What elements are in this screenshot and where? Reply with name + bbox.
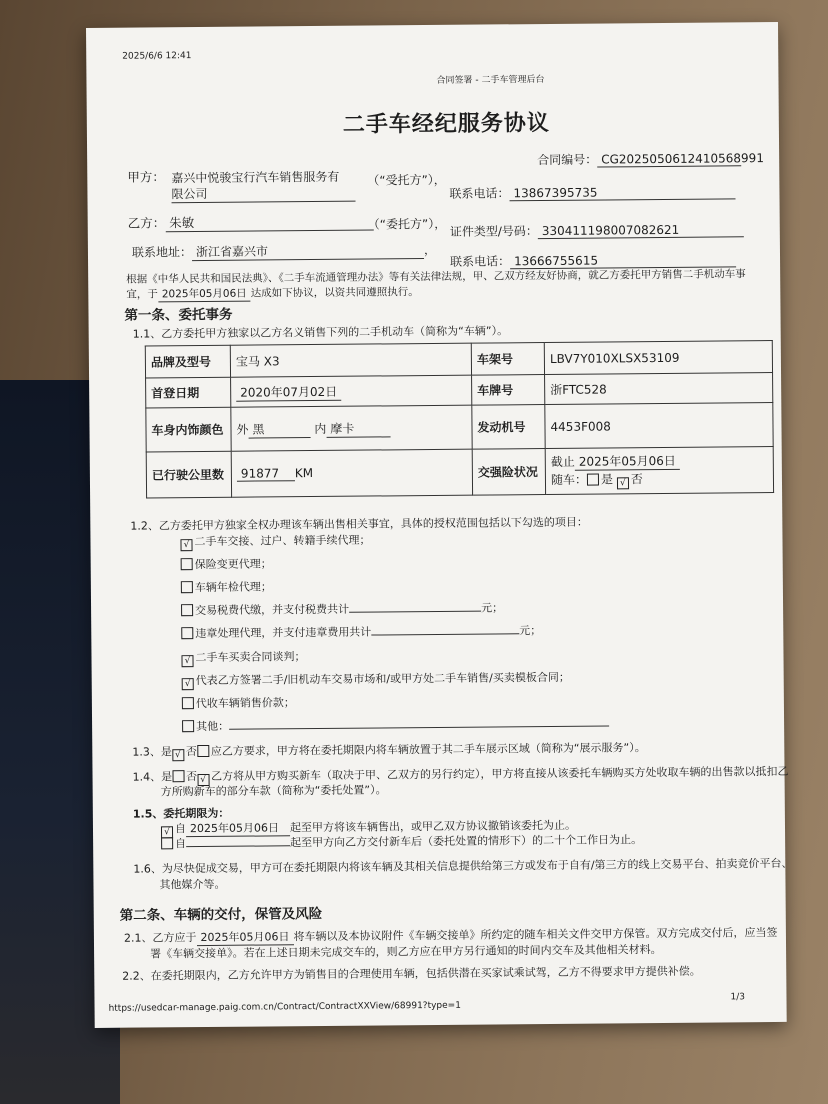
insurance-value: 截止 2025年05月06日 随车： 是 √ 否 [545,447,773,495]
brand-value: 宝马 X3 [230,343,471,377]
clause-1-5-option1: √ 自 2025年05月06日 起至甲方将该车辆售出，或甲乙双方协议撤销该委托为止。 [161,817,576,839]
page-number: 1/3 [730,992,746,1003]
contract-no: 合同编号： CG2025050612410568991 [537,151,764,168]
mileage-value: 91877 KM [231,449,472,497]
mileage-label: 已行驶公里数 [146,451,231,498]
checkbox-yes[interactable] [587,474,599,486]
reg-label: 首登日期 [146,377,231,408]
party-b-id: 证件类型/号码： 330411198007082621 [450,220,744,240]
authorization-item [181,555,272,572]
checkbox-1-5-b[interactable] [161,837,173,849]
reg-value: 2020年07月02日 [231,375,472,407]
party-a-role: （“受托方”）， [367,172,446,188]
authorization-label: 代表乙方签署二手/旧机动车交易市场和/或甲方处二手车销售/买卖模板合同； [195,670,570,688]
clause-1-1: 1.1、乙方委托甲方独家以乙方名义销售下列的二手机动车（简称为“车辆”）。 [132,324,509,341]
intro-line2: 宜，于 2025年05月06日 达成如下协议，以资共同遵照执行。 [126,286,419,301]
authorization-item [182,714,609,734]
section-2-title: 第二条、车辆的交付，保管及风险 [119,905,323,924]
authorization-item [182,694,295,711]
authorization-label: 二手车交接、过户、转籍手续代理； [194,533,371,549]
clause-1-4-line2: 方所购新车的部分车款（简称为“委托处置”）。 [160,783,387,799]
clause-1-6-line1: 1.6、为尽快促成交易，甲方可在委托期限内将该车辆及其相关信息提供给第三方或发布于自有/第三方的线上交易平台、拍卖竞价平台、 [133,856,793,876]
checkbox-1-4-yes[interactable] [172,770,184,782]
party-b-phone: 联系电话： 13666755615 [450,250,736,269]
party-b-label: 乙方： 朱敏 [128,212,374,233]
authorization-item [181,622,541,641]
authorization-item [181,578,272,595]
brand-label: 品牌及型号 [145,345,230,378]
party-b-address: 联系地址： 浙江省嘉兴市 ， [131,242,437,260]
insurance-label: 交强险状况 [472,449,545,496]
authorization-checkbox[interactable] [182,697,194,709]
authorization-label: 代收车辆销售价款； [195,696,295,711]
amount-line[interactable] [349,601,481,613]
authorization-label: 违章处理代理，并支付违章费用共计 [195,625,372,641]
page-title: 二手车经纪服务协议 [342,110,550,138]
footer-url: https://usedcar-manage.paig.com.cn/Contract/ContractXXView/68991?type=1 [108,1000,461,1014]
color-value: 外 黑 内 摩卡 [231,405,472,451]
section-1-title: 第一条、委托事务 [124,306,233,324]
authorization-item [180,532,370,552]
clause-1-5-option2: 自 起至甲方向乙方交付新车后（委托处置的情形下）的二十个工作日为止。 [161,831,642,851]
currency-suffix: 元； [519,624,542,638]
vin-label: 车架号 [471,343,544,376]
checkbox-1-4-no[interactable]: √ [197,774,209,786]
party-a-name-1: 嘉兴中悦骏宝行汽车销售服务有 [171,169,340,186]
currency-suffix: 元； [481,601,504,615]
authorization-checkbox[interactable] [181,627,193,639]
color-label: 车身内饰颜色 [146,407,231,452]
authorization-item [181,599,503,618]
party-a-phone: 联系电话： 13867395735 [449,182,735,201]
authorization-checkbox[interactable] [181,604,193,616]
checkbox-1-5-a[interactable]: √ [161,826,173,838]
authorization-checkbox[interactable] [182,720,194,732]
clause-1-2: 1.2、乙方委托甲方独家全权办理该车辆出售相关事宜，具体的授权范围包括以下勾选的项目： [130,515,588,533]
authorization-label: 二手车买卖合同谈判； [195,650,306,665]
authorization-item [181,648,305,667]
authorization-checkbox[interactable]: √ [180,539,192,551]
engine-value: 4453F008 [545,403,773,449]
party-a-name-2: 限公司 [171,184,355,204]
authorization-checkbox[interactable] [181,581,193,593]
checkbox-no[interactable]: √ [617,477,629,489]
party-b-role: （“委托方”）， [367,216,447,232]
authorization-label: 车辆年检代理； [194,580,272,595]
authorization-label: 保险变更代理； [194,557,272,572]
clause-1-5-title: 1.5、委托期限为： [132,806,230,821]
engine-label: 发动机号 [472,405,545,450]
clause-2-2: 2.2、在委托期限内，乙方允许甲方为销售目的合理使用车辆，包括供潜在买家试乘试驾，乙方不得要求甲方提供补偿。 [122,964,701,983]
clause-1-4: 1.4、是 否 √ 乙方将从甲方购买新车（取决于甲、乙双方的另行约定），甲方将直接从该委托车辆购买方处收取车辆的出售款以抵扣乙 [132,764,789,786]
clause-1-6-line2: 其他媒介等。 [159,877,226,892]
other-line[interactable] [229,715,609,729]
plate-label: 车牌号 [472,375,545,406]
clause-2-1-line1: 2.1、乙方应于 2025年05月06日 将车辆以及本协议附件《车辆交接单》所约定的随车相关文件交甲方保管。双方完成交付后，应当签 [123,926,778,945]
amount-line[interactable] [371,623,519,635]
authorization-label: 其他： [196,719,230,734]
authorization-item [182,669,570,690]
checkbox-1-3-no[interactable]: √ [172,749,184,761]
authorization-checkbox[interactable]: √ [182,678,194,690]
contract-page [86,22,793,1028]
party-a-label: 甲方： [127,169,165,185]
plate-value: 浙FTC528 [545,373,773,405]
print-time: 2025/6/6 12:41 [122,51,192,62]
checkbox-1-3-other[interactable] [197,745,209,757]
vehicle-table [145,340,774,498]
authorization-label: 交易税费代缴，并支付税费共计 [195,602,350,618]
authorization-checkbox[interactable] [181,558,193,570]
site-title: 合同签署 - 二手车管理后台 [436,75,545,86]
clause-2-1-line2: 署《车辆交接单》。若在上述日期未完成交车的，则乙方应在甲方另行通知的时间内交车及其他相关材料。 [150,943,662,961]
clause-1-3: 1.3、是 √ 否 应乙方要求，甲方将在委托期限内将车辆放置于其二手车展示区域（简称为“展示服务”）。 [132,741,646,761]
intro-line1: 根据《中华人民共和国民法典》、《二手车流通管理办法》等有关法律法规，甲、乙双方经友好协商，就乙方委托甲方销售二手机动车事 [126,268,746,286]
authorization-checkbox[interactable]: √ [181,655,193,667]
vin-value: LBV7Y010XLSX53109 [544,341,772,375]
